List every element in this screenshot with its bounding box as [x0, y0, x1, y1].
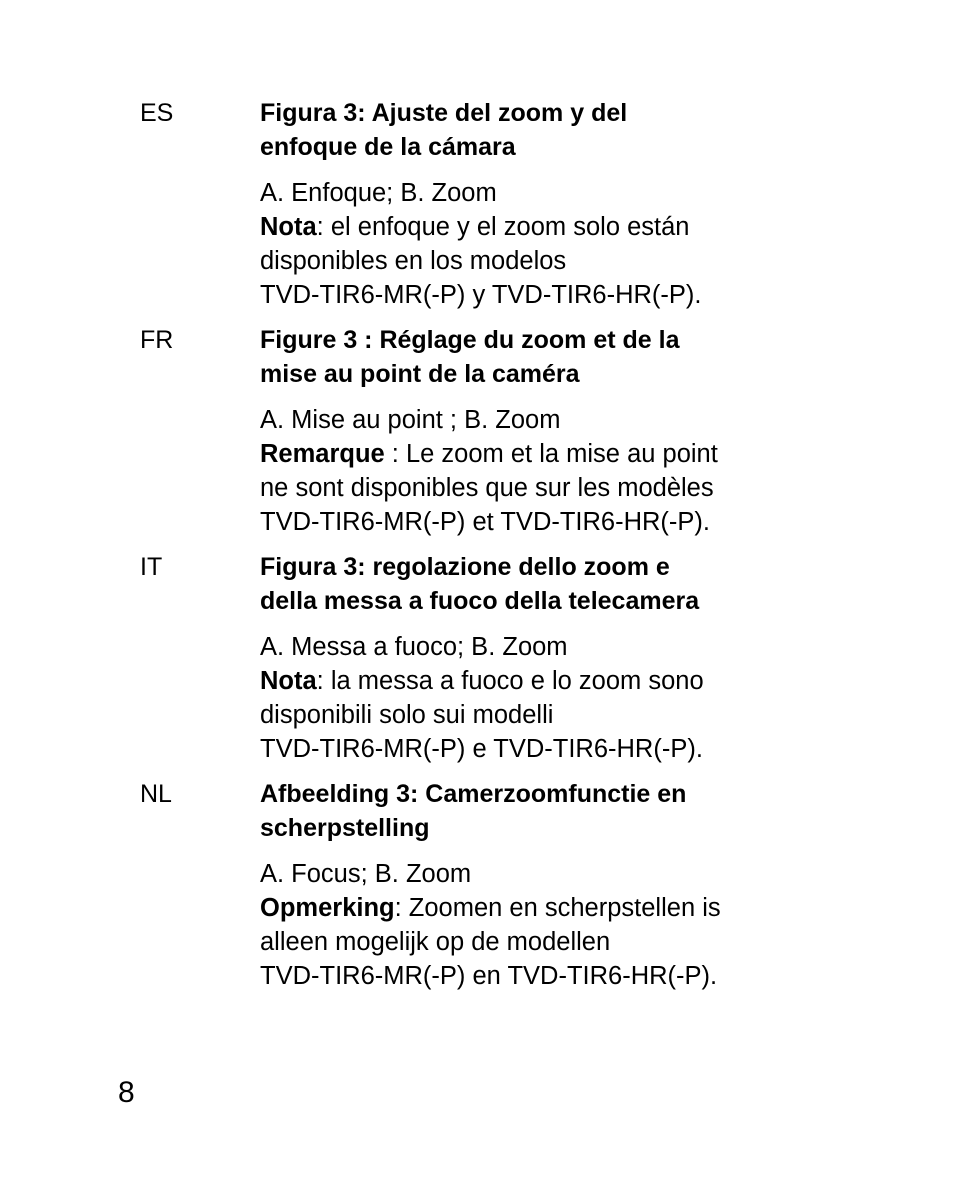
figure-caption: [260, 403, 820, 437]
note-line: disponibles en los modelos: [260, 247, 567, 275]
note-line: alleen mogelijk op de modellen: [260, 928, 611, 956]
note-first-line: [260, 210, 820, 244]
note-label: Nota: [260, 213, 317, 241]
note-paragraph: [260, 210, 820, 312]
note-label: Opmerking: [260, 894, 395, 922]
heading-line: Afbeelding 3: Camerzoomfunctie en: [260, 780, 687, 808]
note-line: TVD-TIR6-MR(-P) et TVD-TIR6-HR(-P).: [260, 508, 710, 536]
note-paragraph: [260, 664, 820, 766]
note-first-line: [260, 437, 820, 471]
note-paragraph: [260, 437, 820, 539]
note-label: Remarque: [260, 440, 385, 468]
heading-line: enfoque de la cámara: [260, 133, 516, 161]
note-line: TVD-TIR6-MR(-P) y TVD-TIR6-HR(-P).: [260, 281, 702, 309]
language-code: NL: [140, 780, 172, 808]
heading-line: della messa a fuoco della telecamera: [260, 587, 700, 615]
note-text: : el enfoque y el zoom solo están: [316, 213, 690, 241]
language-code: ES: [140, 99, 174, 127]
section-content: [260, 777, 820, 993]
section-content: [260, 323, 820, 539]
figure-caption: [260, 630, 820, 664]
figure-caption: [260, 176, 820, 210]
figure-caption: [260, 857, 820, 891]
note-text: : Le zoom et la mise au point: [384, 440, 718, 468]
figure-heading: [260, 323, 820, 391]
caption-text: A. Enfoque; B. Zoom: [260, 179, 497, 207]
note-line: disponibili solo sui modelli: [260, 701, 554, 729]
note-text: : la messa a fuoco e lo zoom sono: [316, 667, 704, 695]
page-number: 8: [118, 1076, 135, 1109]
note-first-line: [260, 891, 820, 925]
note-label: Nota: [260, 667, 317, 695]
heading-line: Figura 3: Ajuste del zoom y del: [260, 99, 628, 127]
language-code: FR: [140, 326, 174, 354]
figure-heading: [260, 550, 820, 618]
note-first-line: [260, 664, 820, 698]
caption-text: A. Messa a fuoco; B. Zoom: [260, 633, 568, 661]
heading-line: Figure 3 : Réglage du zoom et de la: [260, 326, 680, 354]
caption-text: A. Focus; B. Zoom: [260, 860, 472, 888]
heading-line: scherpstelling: [260, 814, 430, 842]
heading-line: Figura 3: regolazione dello zoom e: [260, 553, 670, 581]
note-paragraph: [260, 891, 820, 993]
language-code: IT: [140, 553, 163, 581]
note-line: TVD-TIR6-MR(-P) en TVD-TIR6-HR(-P).: [260, 962, 718, 990]
figure-heading: [260, 96, 820, 164]
note-line: ne sont disponibles que sur les modèles: [260, 474, 714, 502]
heading-line: mise au point de la caméra: [260, 360, 580, 388]
section-content: [260, 550, 820, 766]
section-content: [260, 96, 820, 312]
note-line: TVD-TIR6-MR(-P) e TVD-TIR6-HR(-P).: [260, 735, 703, 763]
caption-text: A. Mise au point ; B. Zoom: [260, 406, 561, 434]
note-text: : Zoomen en scherpstellen is: [394, 894, 721, 922]
figure-heading: [260, 777, 820, 845]
